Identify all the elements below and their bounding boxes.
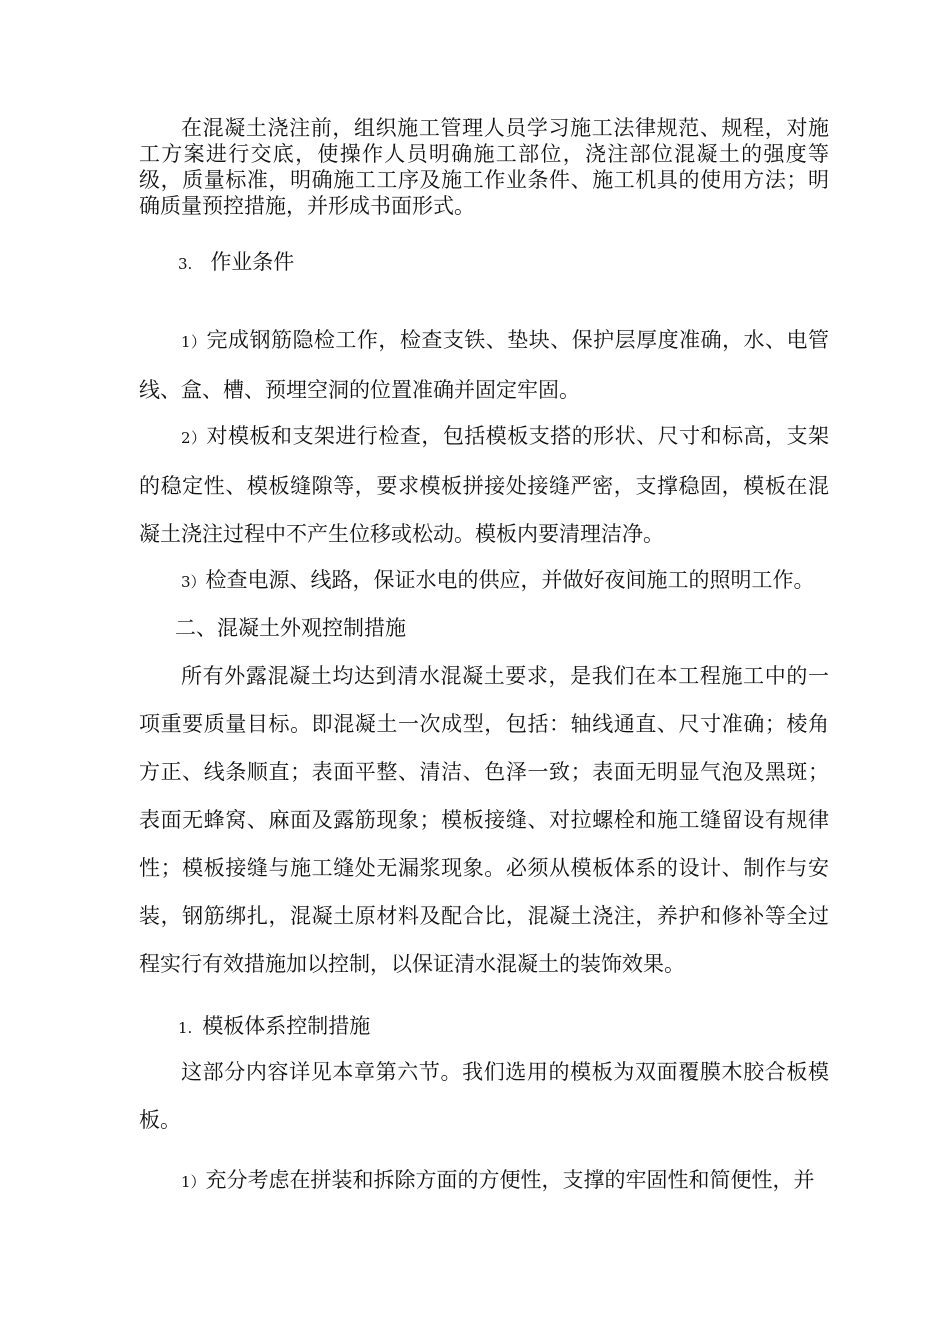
list-item-rebar-check <box>139 316 829 414</box>
list-item-number: 2） <box>181 429 207 447</box>
heading-number: 3. <box>178 255 193 273</box>
list-item-text: 对模板和支架进行检查，包括模板支搭的形状、尺寸和标高，支架的稳定性、模板缝隙等，要求模板拼接处接缝严密，支撑稳固，模板在混凝土浇注过程中不产生位移或松动。模板内要清理洁净。 <box>139 424 830 546</box>
paragraph-fair-faced-concrete: 所有外露混凝土均达到清水混凝土要求，是我们在本工程施工中的一项重要质量目标。即混凝土一次成型，包括：轴线通直、尺寸准确；棱角方正、线条顺直；表面平整、清洁、色泽一致；表面无明显气泡及黑斑；表面无蜂窝、麻面及露筋现象；模板接缝、对拉螺栓和施工缝留设有规律性；模板接缝与施工缝处无漏浆现象。必须从模板体系的设计、制作与安装，钢筋绑扎，混凝土原材料及配合比，混凝土浇注，养护和修补等全过程实行有效措施加以控制，以保证清水混凝土的装饰效果。 <box>139 664 829 976</box>
list-item-number: 1） <box>181 1173 206 1191</box>
list-item-number: 3） <box>181 573 206 591</box>
list-item-formwork-check <box>139 412 829 558</box>
list-item-text: 充分考虑在拼装和拆除方面的方便性，支撑的牢固性和简便性，并 <box>205 1168 815 1192</box>
paragraph-formwork-selection: 这部分内容详见本章第六节。我们选用的模板为双面覆膜木胶合板模板。 <box>139 1060 829 1132</box>
heading-text: 模板体系控制措施 <box>202 1014 371 1038</box>
heading-text: 作业条件 <box>210 250 295 274</box>
heading-formwork-control <box>178 1012 370 1042</box>
paragraph-pre-pour: 在混凝土浇注前，组织施工管理人员学习施工法律规范、规程，对施工方案进行交底，使操作人员明确施工部位，浇注部位混凝土的强度等级，质量标准，明确施工工序及施工作业条件、施工机具的使用方法；明确质量预控措施，并形成书面形式。 <box>139 116 829 218</box>
list-item-power-check <box>139 556 829 606</box>
section-title-appearance-control: 二、混凝土外观控制措施 <box>175 616 406 640</box>
list-item-assembly-consideration <box>139 1156 829 1206</box>
heading-number: 1. <box>178 1019 193 1037</box>
heading-work-conditions <box>178 248 294 278</box>
list-item-text: 检查电源、线路，保证水电的供应，并做好夜间施工的照明工作。 <box>205 568 815 592</box>
list-item-number: 1） <box>181 333 207 351</box>
list-item-text: 完成钢筋隐检工作，检查支铁、垫块、保护层厚度准确，水、电管线、盒、槽、预埋空洞的位置准确并固定牢固。 <box>139 328 830 402</box>
